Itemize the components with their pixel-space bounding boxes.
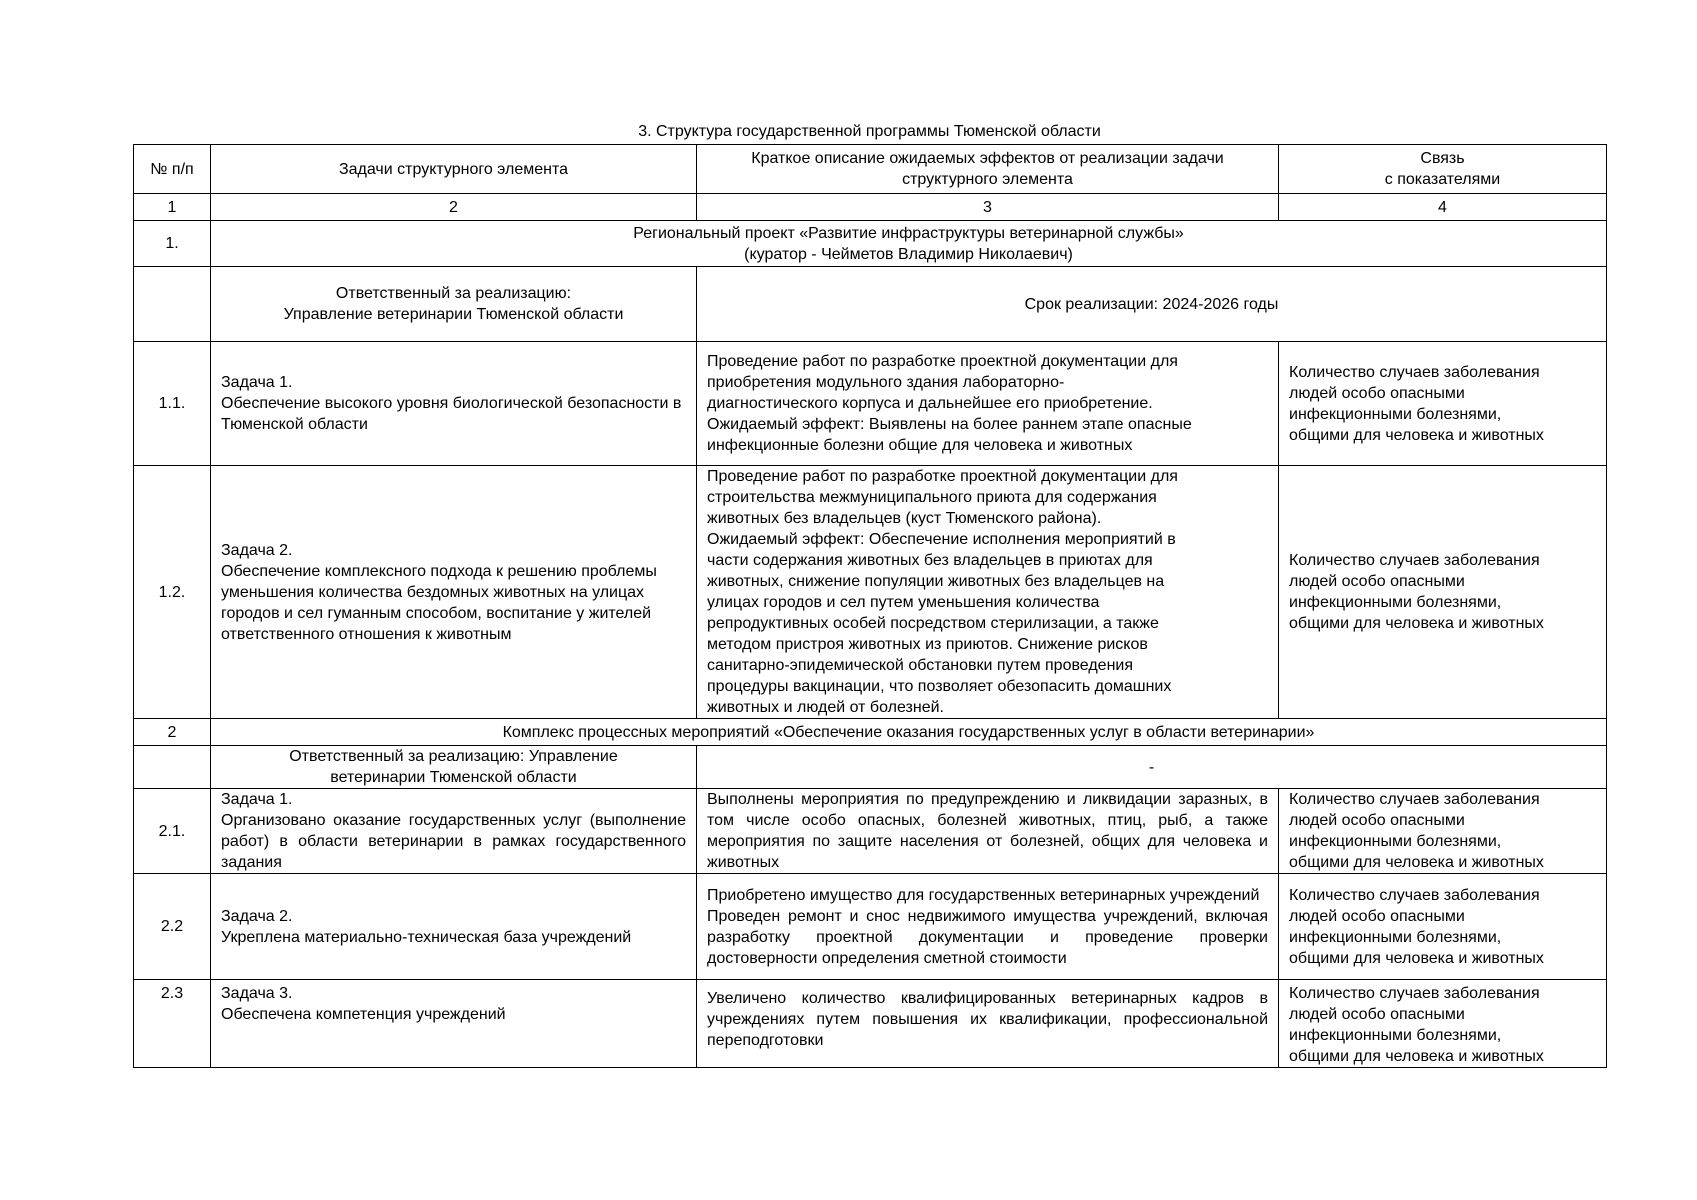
project-curator: (куратор - Чейметов Владимир Николаевич)	[744, 245, 1073, 263]
task-number: 2.1.	[134, 789, 211, 874]
indicator-line: инфекционными болезнями,	[1289, 594, 1502, 611]
task-effect	[697, 874, 1279, 980]
responsible-cell	[211, 746, 697, 789]
task-description	[211, 466, 697, 719]
implementation-term: -	[697, 746, 1607, 789]
task-effect: Выполнены мероприятия по предупреждению и ликвидации заразных, в том числе особо опасных, болезней животных, птиц, рыб, а также мероприятия по защите населения от болезней, общих для человека и животных	[697, 789, 1279, 874]
task-text: Обеспечение комплексного подхода к решению проблемы уменьшения количества бездомных животных на улицах городов и сел гуманным способом, воспитание у жителей ответственного отношения к животным	[221, 562, 657, 643]
task-indicator	[1279, 789, 1607, 874]
column-number: 4	[1279, 194, 1607, 221]
task-indicator	[1279, 980, 1607, 1068]
header-effects-line: структурного элемента	[902, 171, 1073, 188]
indicator-line: Количество случаев заболевания	[1289, 791, 1540, 808]
task-description	[211, 980, 697, 1068]
task-row	[134, 789, 1607, 874]
document-title: 3. Структура государственной программы Тюменской области	[638, 123, 1101, 140]
empty-cell	[134, 746, 211, 789]
effect-line: санитарно-эпидемической обстановки путем проведения	[707, 657, 1134, 674]
indicator-line: общими для человека и животных	[1289, 426, 1544, 444]
empty-cell	[134, 267, 211, 342]
responsible-cell	[211, 267, 697, 342]
column-number: 3	[697, 194, 1279, 221]
indicator-line: людей особо опасными	[1289, 384, 1465, 402]
indicator-line: инфекционными болезнями,	[1289, 1027, 1502, 1044]
effect-line: инфекционные болезни общие для человека и животных	[707, 437, 1133, 454]
effect-line: методом пристроя животных из приютов. Снижение рисков	[707, 636, 1148, 653]
effect-line: Проведен ремонт и снос недвижимого имущества учреждений, включая разработку проектной документации и проведение проверки достоверности определения сметной стоимости	[707, 907, 1268, 967]
indicator-line: общими для человека и животных	[1289, 1048, 1544, 1065]
task-description	[211, 874, 697, 980]
indicator-line: общими для человека и животных	[1289, 615, 1544, 632]
effect-line: животных без владельцев (куст Тюменского района).	[707, 510, 1102, 527]
effect-line: Ожидаемый эффект: Выявлены на более раннем этапе опасные	[707, 416, 1192, 433]
section-number: 1.	[134, 221, 211, 267]
effect-line: репродуктивных особей посредством стерилизации, а также	[707, 615, 1159, 632]
indicator-line: Количество случаев заболевания	[1289, 363, 1540, 381]
table-header-row	[134, 145, 1607, 194]
task-description	[211, 789, 697, 874]
task-number: 1.1.	[134, 342, 211, 466]
task-text: Организовано оказание государственных услуг (выполнение работ) в области ветеринарии в рамках государственного задания	[221, 812, 686, 871]
column-numbers-row	[134, 194, 1607, 221]
indicator-line: инфекционными болезнями,	[1289, 405, 1502, 423]
program-structure-table	[133, 144, 1607, 1068]
task-row	[134, 342, 1607, 466]
header-indicators-line: с показателями	[1384, 171, 1501, 188]
indicator-line: инфекционными болезнями,	[1289, 833, 1502, 850]
effect-line: приобретения модульного здания лабораторно-	[707, 374, 1065, 391]
task-text: Обеспечена компетенция учреждений	[221, 1006, 506, 1023]
regional-project-title	[211, 221, 1607, 267]
section-number: 2	[134, 719, 211, 746]
responsible-row	[134, 267, 1607, 342]
indicator-line: общими для человека и животных	[1289, 854, 1544, 871]
task-title: Задача 3.	[221, 985, 293, 1002]
responsible-line: Ответственный за реализацию: Управление	[289, 748, 618, 765]
header-tasks: Задачи структурного элемента	[211, 145, 697, 194]
task-title: Задача 1.	[221, 791, 293, 808]
section-row	[134, 221, 1607, 267]
effect-line: диагностического корпуса и дальнейшее его приобретение.	[707, 395, 1153, 412]
header-effects-line: Краткое описание ожидаемых эффектов от реализации задачи	[751, 150, 1224, 167]
task-text: Укреплена материально-техническая база учреждений	[221, 928, 632, 946]
effect-line: процедуры вакцинации, что позволяет обезопасить домашних	[707, 678, 1172, 695]
task-text: Обеспечение высокого уровня биологической безопасности в Тюменской области	[221, 395, 682, 433]
effect-line: Проведение работ по разработке проектной документации для	[707, 468, 1178, 485]
task-effect: Увеличено количество квалифицированных ветеринарных кадров в учреждениях путем повышения их квалификации, профессиональной переподготовки	[697, 980, 1279, 1068]
effect-line: Проведение работ по разработке проектной документации для	[707, 353, 1178, 370]
effect-line: Ожидаемый эффект: Обеспечение исполнения мероприятий в	[707, 531, 1176, 548]
task-title: Задача 1.	[221, 374, 293, 391]
effect-line: животных, снижение популяции животных без владельцев на	[707, 573, 1165, 590]
indicator-line: людей особо опасными	[1289, 1006, 1465, 1023]
task-title: Задача 2.	[221, 907, 293, 925]
task-row	[134, 466, 1607, 719]
task-row	[134, 874, 1607, 980]
project-name: Региональный проект «Развитие инфраструктуры ветеринарной службы»	[633, 224, 1184, 242]
responsible-line: ветеринарии Тюменской области	[330, 769, 577, 786]
effect-line: части содержания животных без владельцев в приютах для	[707, 552, 1153, 569]
task-indicator	[1279, 342, 1607, 466]
header-indicators	[1279, 145, 1607, 194]
implementation-term: Срок реализации: 2024-2026 годы	[697, 267, 1607, 342]
header-effects	[697, 145, 1279, 194]
indicator-line: Количество случаев заболевания	[1289, 985, 1540, 1002]
header-number: № п/п	[134, 145, 211, 194]
indicator-line: Количество случаев заболевания	[1289, 886, 1540, 904]
task-title: Задача 2.	[221, 541, 293, 559]
task-number: 2.3	[134, 980, 211, 1068]
indicator-line: людей особо опасными	[1289, 812, 1465, 829]
process-complex-title: Комплекс процессных мероприятий «Обеспечение оказания государственных услуг в области ветеринарии»	[211, 719, 1607, 746]
responsible-org: Управление ветеринарии Тюменской области	[283, 306, 624, 323]
effect-line: улицах городов и сел путем уменьшения количества	[707, 594, 1100, 611]
indicator-line: инфекционными болезнями,	[1289, 928, 1502, 946]
task-effect	[697, 466, 1279, 719]
column-number: 2	[211, 194, 697, 221]
responsible-label: Ответственный за реализацию:	[335, 285, 572, 302]
task-effect	[697, 342, 1279, 466]
indicator-line: людей особо опасными	[1289, 573, 1465, 590]
task-number: 1.2.	[134, 466, 211, 719]
effect-line: строительства межмуниципального приюта для содержания	[707, 489, 1157, 506]
task-description	[211, 342, 697, 466]
responsible-row	[134, 746, 1607, 789]
task-number: 2.2	[134, 874, 211, 980]
header-indicators-line: Связь	[1420, 150, 1465, 167]
task-indicator	[1279, 874, 1607, 980]
column-number: 1	[134, 194, 211, 221]
task-row	[134, 980, 1607, 1068]
indicator-line: людей особо опасными	[1289, 907, 1465, 925]
task-indicator	[1279, 466, 1607, 719]
effect-line: животных и людей от болезней.	[707, 699, 944, 716]
indicator-line: общими для человека и животных	[1289, 949, 1544, 967]
effect-line: Приобретено имущество для государственных ветеринарных учреждений	[707, 886, 1260, 904]
indicator-line: Количество случаев заболевания	[1289, 552, 1540, 569]
section-row	[134, 719, 1607, 746]
